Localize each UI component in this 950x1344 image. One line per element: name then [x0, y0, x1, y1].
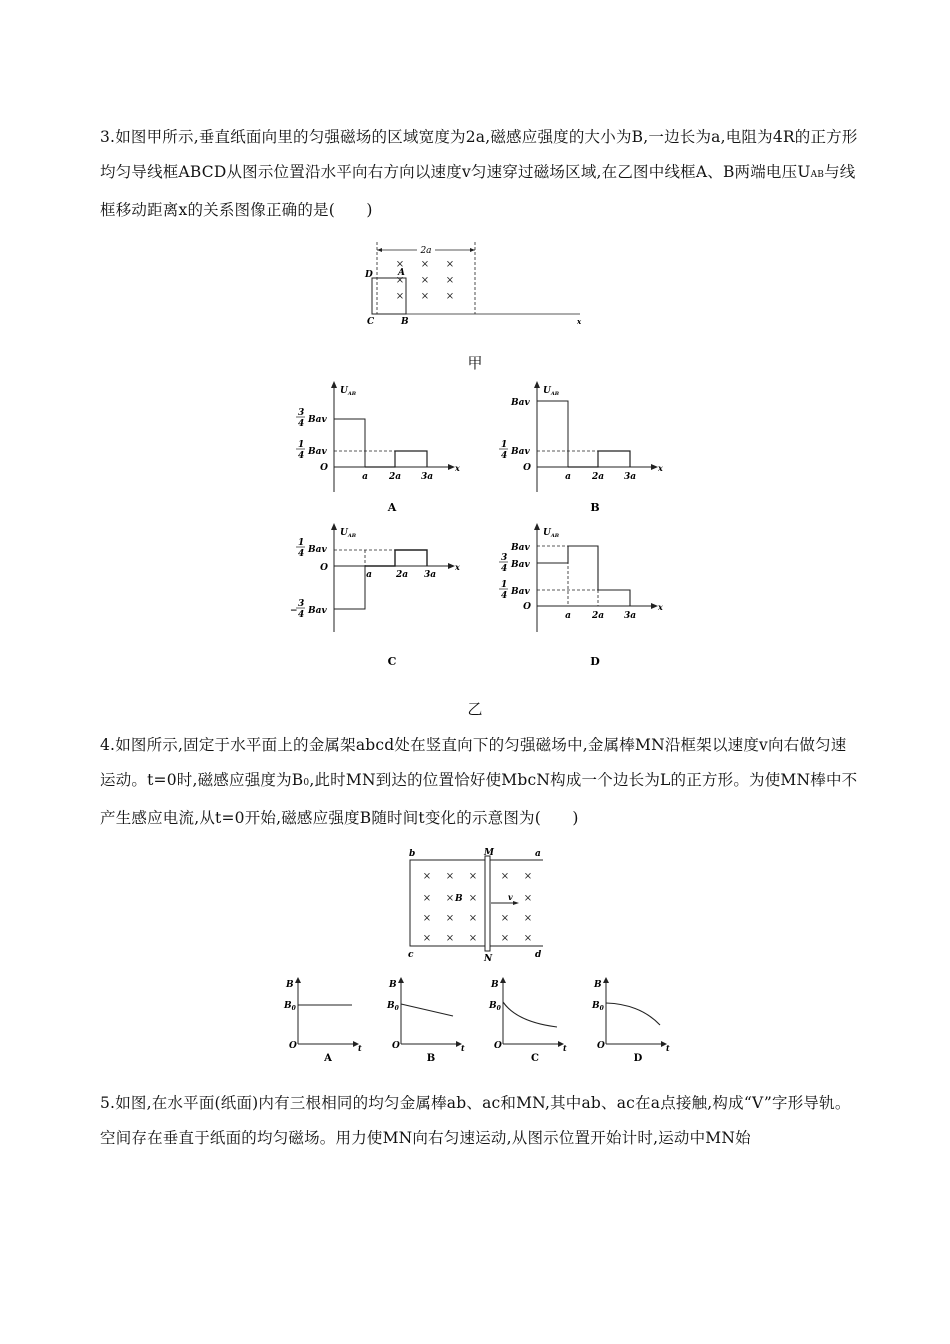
y-label-1/4Bav [499, 580, 530, 601]
field-cross: × [468, 933, 478, 944]
graph-B [493, 378, 673, 520]
q4-graph-B [385, 972, 475, 1064]
y-label: B [389, 980, 397, 990]
y-label: $U_{AB}$ [543, 386, 559, 397]
y-arrow [500, 977, 506, 983]
graph-C [290, 520, 470, 675]
svg-text:4: 4 [298, 419, 305, 429]
q4-subscript: 0 [303, 778, 310, 788]
svg-text:Bav: Bav [511, 447, 530, 457]
width-arrow-left [377, 248, 382, 252]
label-x: x [577, 317, 582, 326]
y-label-3/4Bav [296, 408, 327, 429]
y-arrow [398, 977, 404, 983]
svg-text:1: 1 [298, 440, 305, 450]
origin: O [523, 602, 531, 612]
field-cross: × [523, 893, 533, 904]
label-M: M [484, 848, 494, 858]
field-cross: × [468, 913, 478, 924]
q4-graph-C [487, 972, 577, 1064]
y-arrow [534, 523, 540, 530]
graph-letter: D [590, 655, 600, 668]
field-cross: × [422, 893, 432, 904]
x-label: t [461, 1043, 465, 1053]
field-cross: × [420, 259, 430, 270]
y0-label: $B_0$ [489, 1001, 501, 1012]
svg-text:4: 4 [501, 564, 508, 574]
field-cross: × [420, 291, 430, 302]
label-A: A [398, 268, 405, 278]
q3-text-part1: 3.如图甲所示,垂直纸面向里的匀强磁场的区域宽度为2a,磁感应强度的大小为B,一边长为a,电阻为4R的正方形均匀导线框ABCD从图示位置沿水平向右方向以速度v匀速穿过磁场区域,在乙图中线框A、B两端电压U [100, 128, 858, 181]
field-cross: × [445, 913, 455, 924]
label-D: D [365, 270, 373, 280]
y0-label: $B_0$ [284, 1001, 296, 1012]
graph-letter: A [324, 1053, 332, 1064]
tick-2a: 2a [591, 611, 605, 621]
svg-text:1: 1 [501, 440, 508, 450]
y-label-1/4Bav [296, 440, 327, 461]
graph-letter: B [426, 1053, 436, 1064]
curve-concave-decrease [503, 1002, 557, 1027]
width-label: 2a [420, 246, 432, 256]
graph-letter: C [387, 655, 397, 668]
q4-graph-D [590, 972, 680, 1064]
field-cross: × [523, 913, 533, 924]
y-arrow [295, 977, 301, 983]
tick-3a: 3a [623, 472, 637, 482]
x-label: t [563, 1043, 567, 1053]
y-arrow [534, 381, 540, 388]
origin: O [597, 1041, 605, 1051]
q4-graph-A [282, 972, 372, 1064]
y-arrow [331, 381, 337, 388]
question-4-text [100, 728, 860, 836]
label-v: v [508, 892, 513, 902]
curve-convex-decrease [606, 1003, 660, 1025]
x-label: x [455, 463, 460, 473]
x-label: t [358, 1043, 362, 1053]
series-segment-2 [365, 550, 427, 566]
svg-text:1: 1 [298, 538, 305, 548]
series-segment-2 [365, 451, 427, 467]
label-B: B [455, 894, 463, 904]
tick-a: a [366, 570, 372, 580]
field-cross: × [468, 871, 478, 882]
origin: O [320, 463, 328, 473]
svg-text:3: 3 [298, 408, 305, 418]
series-segment-1 [334, 419, 365, 467]
svg-text:4: 4 [298, 610, 305, 620]
tick-a: a [565, 611, 571, 621]
field-cross: × [422, 871, 432, 882]
field-cross: × [445, 871, 455, 882]
y-label: B [286, 980, 294, 990]
y0-label: $B_0$ [387, 1001, 399, 1012]
tick-2a: 2a [388, 472, 402, 482]
svg-text:−: − [290, 606, 298, 616]
label-a: a [535, 849, 541, 859]
caption-yi: 乙 [467, 700, 483, 718]
series-line [537, 546, 630, 606]
svg-text:4: 4 [298, 451, 305, 461]
origin: O [289, 1041, 297, 1051]
graph-letter: D [633, 1053, 643, 1064]
origin: O [494, 1041, 502, 1051]
graph-D [493, 520, 673, 675]
tick-2a: 2a [395, 570, 409, 580]
question-3-text [100, 120, 860, 228]
field-cross: × [468, 893, 478, 904]
field-cross: × [445, 291, 455, 302]
svg-text:4: 4 [298, 549, 305, 559]
y-label: $U_{AB}$ [340, 528, 356, 539]
field-cross: × [500, 933, 510, 944]
field-cross: × [523, 933, 533, 944]
field-cross: × [395, 259, 405, 270]
field-cross: × [445, 259, 455, 270]
svg-text:4: 4 [501, 591, 508, 601]
curve-linear-decrease [401, 1004, 453, 1016]
width-arrow-right [470, 248, 475, 252]
origin: O [392, 1041, 400, 1051]
series-segment-1 [537, 401, 568, 467]
y-label-1/4Bav [499, 440, 530, 461]
tick-a: a [362, 472, 368, 482]
y-label-1/4Bav [296, 538, 327, 559]
q4-text-part1: 4.如图所示,固定于水平面上的金属架abcd处在竖直向下的匀强磁场中,金属棒MN沿框架以速度v向右做匀速运动。t=0时,磁感应强度为B [100, 736, 847, 789]
velocity-arrowhead [513, 901, 519, 905]
field-cross: × [445, 933, 455, 944]
y-label: B [594, 980, 602, 990]
caption-jia: 甲 [467, 354, 483, 372]
q3-subscript: AB [810, 170, 825, 180]
svg-text:3: 3 [501, 553, 508, 563]
field-cross: × [523, 871, 533, 882]
label-d: d [535, 950, 542, 960]
svg-text:Bav: Bav [308, 415, 327, 425]
field-cross: × [445, 275, 455, 286]
series-segment-1 [334, 566, 365, 609]
series-segment-2 [568, 451, 630, 467]
y-label-neg-3/4Bav [290, 599, 327, 620]
figure-jia [360, 238, 600, 330]
y-label: B [491, 980, 499, 990]
y-arrow [603, 977, 609, 983]
q3-text-part2: 与线框移动距离x的关系图像正确的是( ) [100, 163, 856, 219]
svg-text:Bav: Bav [511, 560, 530, 570]
x-arrow [651, 603, 658, 609]
q4-text-part2: ,此时MN到达的位置恰好使MbcN构成一个边长为L的正方形。为使MN棒中不产生感应电流,从t=0开始,磁感应强度B随时间t变化的示意图为( ) [100, 771, 858, 827]
y-label: $U_{AB}$ [340, 386, 356, 397]
x-label: x [455, 562, 460, 572]
x-arrow [651, 464, 658, 470]
field-cross: × [422, 913, 432, 924]
label-N: N [484, 954, 493, 964]
x-arrow [448, 563, 455, 569]
y-label-Bav: Bav [511, 398, 530, 408]
field-cross: × [395, 291, 405, 302]
field-cross: × [500, 871, 510, 882]
field-cross: × [500, 913, 510, 924]
y-label-3/4Bav [499, 553, 530, 574]
graph-letter: C [531, 1053, 539, 1064]
y0-label: $B_0$ [592, 1001, 604, 1012]
x-label: x [658, 602, 663, 612]
field-cross: × [445, 893, 455, 904]
svg-text:1: 1 [501, 580, 508, 590]
tick-3a: 3a [423, 570, 437, 580]
origin: O [320, 563, 328, 573]
y-arrow [331, 523, 337, 530]
field-cross: × [420, 275, 430, 286]
figure-q4-frame [400, 846, 550, 964]
y-label-Bav: Bav [511, 543, 530, 553]
x-label: x [658, 463, 663, 473]
tick-3a: 3a [420, 472, 434, 482]
y-label: $U_{AB}$ [543, 528, 559, 539]
field-cross: × [395, 275, 405, 286]
svg-text:4: 4 [501, 451, 508, 461]
graph-letter: B [590, 501, 600, 514]
svg-text:Bav: Bav [308, 447, 327, 457]
origin: O [523, 463, 531, 473]
label-B: B [401, 317, 409, 327]
x-arrow [448, 464, 455, 470]
svg-text:Bav: Bav [511, 587, 530, 597]
svg-text:Bav: Bav [308, 606, 327, 616]
question-5-text: 5.如图,在水平面(纸面)内有三根相同的均匀金属棒ab、ac和MN,其中ab、ac在a点接触,构成“V”字形导轨。空间存在垂直于纸面的均匀磁场。用力使MN向右匀速运动,从图示位置开始计时,运动中MN始 [100, 1094, 851, 1147]
label-C: C [367, 317, 375, 327]
svg-text:3: 3 [298, 599, 305, 609]
rod-MN [485, 856, 490, 951]
field-cross: × [422, 933, 432, 944]
graph-A [290, 378, 470, 520]
graph-letter: A [387, 501, 397, 514]
tick-2a: 2a [591, 472, 605, 482]
label-b: b [409, 849, 416, 859]
tick-a: a [565, 472, 571, 482]
x-label: t [666, 1043, 670, 1053]
label-c: c [408, 950, 414, 960]
svg-text:Bav: Bav [308, 545, 327, 555]
tick-3a: 3a [623, 611, 637, 621]
